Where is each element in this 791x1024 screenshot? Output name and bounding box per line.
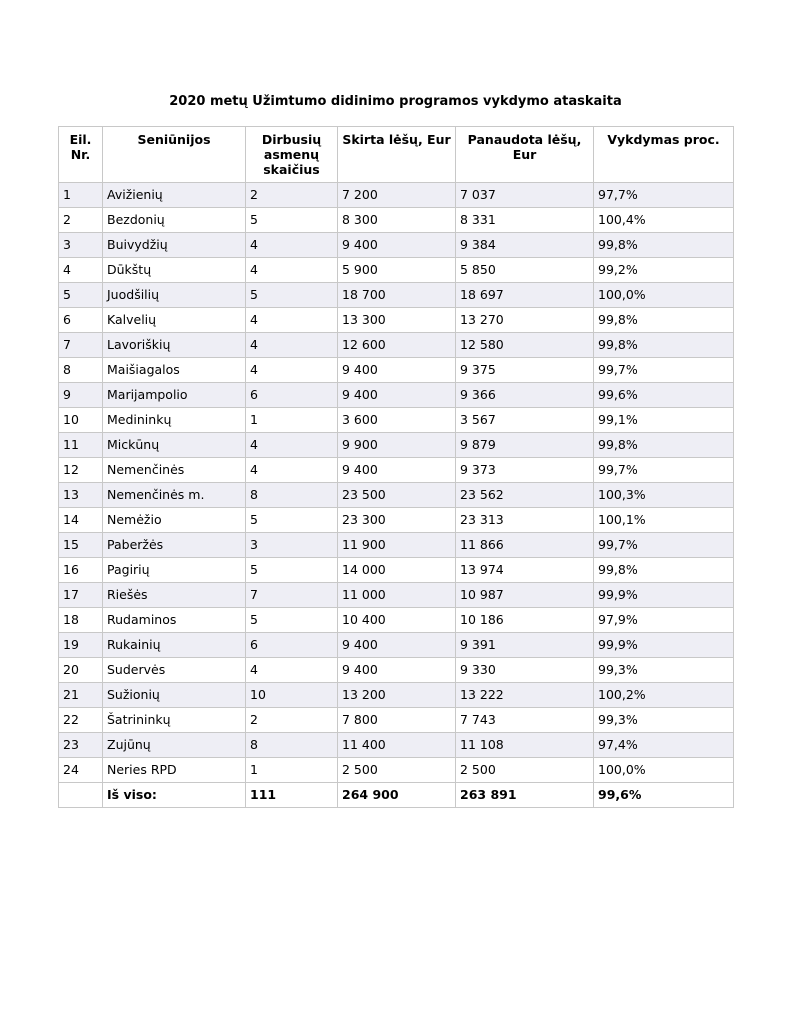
cell-allocated: 13 200	[338, 683, 456, 708]
cell-name: Šatrininkų	[103, 708, 246, 733]
header-allocated: Skirta lėšų, Eur	[338, 127, 456, 183]
cell-allocated: 9 400	[338, 633, 456, 658]
cell-percent: 99,9%	[594, 633, 734, 658]
cell-used: 2 500	[456, 758, 594, 783]
cell-name: Maišiagalos	[103, 358, 246, 383]
cell-allocated: 7 800	[338, 708, 456, 733]
table-row	[59, 733, 734, 758]
cell-used: 11 866	[456, 533, 594, 558]
cell-nr: 17	[59, 583, 103, 608]
cell-allocated: 9 400	[338, 358, 456, 383]
cell-allocated: 9 400	[338, 383, 456, 408]
cell-name: Marijampolio	[103, 383, 246, 408]
table-row	[59, 683, 734, 708]
total-percent: 99,6%	[594, 783, 734, 808]
cell-used: 5 850	[456, 258, 594, 283]
total-people: 111	[246, 783, 338, 808]
cell-people: 5	[246, 283, 338, 308]
table-body	[59, 183, 734, 783]
table-row	[59, 358, 734, 383]
cell-allocated: 23 500	[338, 483, 456, 508]
cell-people: 1	[246, 408, 338, 433]
cell-nr: 23	[59, 733, 103, 758]
cell-nr: 12	[59, 458, 103, 483]
cell-nr: 21	[59, 683, 103, 708]
cell-percent: 99,6%	[594, 383, 734, 408]
cell-used: 7 743	[456, 708, 594, 733]
cell-nr: 3	[59, 233, 103, 258]
cell-people: 8	[246, 733, 338, 758]
cell-used: 9 391	[456, 633, 594, 658]
cell-people: 4	[246, 658, 338, 683]
cell-nr: 16	[59, 558, 103, 583]
cell-name: Juodšilių	[103, 283, 246, 308]
cell-name: Neries RPD	[103, 758, 246, 783]
cell-nr: 11	[59, 433, 103, 458]
cell-percent: 99,1%	[594, 408, 734, 433]
cell-people: 7	[246, 583, 338, 608]
table-row	[59, 258, 734, 283]
header-used: Panaudota lėšų, Eur	[456, 127, 594, 183]
cell-percent: 97,7%	[594, 183, 734, 208]
cell-name: Nemenčinės m.	[103, 483, 246, 508]
cell-used: 9 879	[456, 433, 594, 458]
cell-percent: 100,0%	[594, 758, 734, 783]
table-row	[59, 233, 734, 258]
cell-name: Nemėžio	[103, 508, 246, 533]
cell-name: Pagirių	[103, 558, 246, 583]
cell-percent: 99,7%	[594, 358, 734, 383]
cell-used: 8 331	[456, 208, 594, 233]
table-row	[59, 458, 734, 483]
table-row	[59, 333, 734, 358]
cell-name: Sudervės	[103, 658, 246, 683]
cell-percent: 99,8%	[594, 433, 734, 458]
cell-name: Riešės	[103, 583, 246, 608]
table-row	[59, 758, 734, 783]
table-row	[59, 658, 734, 683]
document-title: 2020 metų Užimtumo didinimo programos vykdymo ataskaita	[169, 94, 622, 109]
cell-people: 4	[246, 233, 338, 258]
cell-name: Sužionių	[103, 683, 246, 708]
cell-nr: 10	[59, 408, 103, 433]
cell-name: Avižienių	[103, 183, 246, 208]
cell-used: 10 987	[456, 583, 594, 608]
cell-allocated: 9 900	[338, 433, 456, 458]
cell-used: 9 366	[456, 383, 594, 408]
cell-used: 9 384	[456, 233, 594, 258]
cell-people: 4	[246, 458, 338, 483]
cell-percent: 97,4%	[594, 733, 734, 758]
header-name: Seniūnijos	[103, 127, 246, 183]
cell-used: 12 580	[456, 333, 594, 358]
header-percent: Vykdymas proc.	[594, 127, 734, 183]
cell-nr: 9	[59, 383, 103, 408]
cell-percent: 97,9%	[594, 608, 734, 633]
cell-nr: 24	[59, 758, 103, 783]
cell-name: Bezdonių	[103, 208, 246, 233]
cell-nr: 6	[59, 308, 103, 333]
cell-percent: 100,0%	[594, 283, 734, 308]
table-row	[59, 583, 734, 608]
cell-allocated: 11 400	[338, 733, 456, 758]
cell-allocated: 13 300	[338, 308, 456, 333]
cell-allocated: 8 300	[338, 208, 456, 233]
cell-nr: 5	[59, 283, 103, 308]
cell-nr: 14	[59, 508, 103, 533]
table-row	[59, 408, 734, 433]
cell-allocated: 12 600	[338, 333, 456, 358]
cell-people: 5	[246, 558, 338, 583]
cell-people: 6	[246, 383, 338, 408]
total-label: Iš viso:	[103, 783, 246, 808]
cell-percent: 99,8%	[594, 308, 734, 333]
cell-allocated: 9 400	[338, 458, 456, 483]
cell-people: 4	[246, 258, 338, 283]
cell-name: Medininkų	[103, 408, 246, 433]
cell-allocated: 3 600	[338, 408, 456, 433]
cell-percent: 100,1%	[594, 508, 734, 533]
cell-people: 5	[246, 508, 338, 533]
cell-nr: 22	[59, 708, 103, 733]
table-row	[59, 283, 734, 308]
total-used: 263 891	[456, 783, 594, 808]
cell-name: Mickūnų	[103, 433, 246, 458]
total-row	[59, 783, 734, 808]
cell-used: 23 313	[456, 508, 594, 533]
cell-people: 4	[246, 358, 338, 383]
cell-nr: 7	[59, 333, 103, 358]
cell-people: 5	[246, 608, 338, 633]
cell-percent: 99,9%	[594, 583, 734, 608]
cell-allocated: 11 900	[338, 533, 456, 558]
cell-allocated: 5 900	[338, 258, 456, 283]
cell-percent: 100,4%	[594, 208, 734, 233]
cell-nr: 15	[59, 533, 103, 558]
cell-people: 4	[246, 433, 338, 458]
cell-percent: 100,2%	[594, 683, 734, 708]
cell-percent: 99,8%	[594, 333, 734, 358]
total-nr	[59, 783, 103, 808]
table-row	[59, 483, 734, 508]
cell-nr: 1	[59, 183, 103, 208]
table-row	[59, 558, 734, 583]
header-nr: Eil. Nr.	[59, 127, 103, 183]
cell-allocated: 9 400	[338, 233, 456, 258]
cell-name: Lavoriškių	[103, 333, 246, 358]
cell-nr: 19	[59, 633, 103, 658]
table-row	[59, 208, 734, 233]
cell-name: Paberžės	[103, 533, 246, 558]
cell-percent: 99,3%	[594, 708, 734, 733]
table-row	[59, 633, 734, 658]
cell-allocated: 14 000	[338, 558, 456, 583]
cell-allocated: 7 200	[338, 183, 456, 208]
cell-used: 13 222	[456, 683, 594, 708]
cell-used: 9 375	[456, 358, 594, 383]
table-row	[59, 308, 734, 333]
cell-people: 4	[246, 333, 338, 358]
cell-used: 9 330	[456, 658, 594, 683]
cell-name: Dūkštų	[103, 258, 246, 283]
cell-people: 6	[246, 633, 338, 658]
cell-name: Nemenčinės	[103, 458, 246, 483]
cell-people: 10	[246, 683, 338, 708]
cell-allocated: 2 500	[338, 758, 456, 783]
cell-percent: 99,3%	[594, 658, 734, 683]
cell-name: Buivydžių	[103, 233, 246, 258]
cell-people: 8	[246, 483, 338, 508]
table-row	[59, 433, 734, 458]
cell-percent: 99,7%	[594, 533, 734, 558]
cell-percent: 99,2%	[594, 258, 734, 283]
table-row	[59, 708, 734, 733]
total-allocated: 264 900	[338, 783, 456, 808]
cell-allocated: 18 700	[338, 283, 456, 308]
cell-percent: 99,8%	[594, 233, 734, 258]
cell-used: 3 567	[456, 408, 594, 433]
cell-name: Zujūnų	[103, 733, 246, 758]
cell-nr: 8	[59, 358, 103, 383]
cell-nr: 20	[59, 658, 103, 683]
cell-nr: 2	[59, 208, 103, 233]
cell-people: 2	[246, 183, 338, 208]
cell-percent: 99,8%	[594, 558, 734, 583]
cell-percent: 99,7%	[594, 458, 734, 483]
cell-people: 1	[246, 758, 338, 783]
cell-used: 7 037	[456, 183, 594, 208]
cell-allocated: 9 400	[338, 658, 456, 683]
cell-percent: 100,3%	[594, 483, 734, 508]
table-header-row	[59, 127, 734, 183]
cell-name: Rukainių	[103, 633, 246, 658]
cell-allocated: 11 000	[338, 583, 456, 608]
cell-nr: 4	[59, 258, 103, 283]
cell-people: 4	[246, 308, 338, 333]
cell-nr: 13	[59, 483, 103, 508]
cell-used: 9 373	[456, 458, 594, 483]
cell-allocated: 10 400	[338, 608, 456, 633]
cell-people: 2	[246, 708, 338, 733]
cell-used: 23 562	[456, 483, 594, 508]
cell-people: 3	[246, 533, 338, 558]
header-people: Dirbusių asmenų skaičius	[246, 127, 338, 183]
cell-used: 13 974	[456, 558, 594, 583]
cell-name: Kalvelių	[103, 308, 246, 333]
cell-used: 10 186	[456, 608, 594, 633]
cell-allocated: 23 300	[338, 508, 456, 533]
cell-people: 5	[246, 208, 338, 233]
cell-name: Rudaminos	[103, 608, 246, 633]
cell-used: 18 697	[456, 283, 594, 308]
cell-nr: 18	[59, 608, 103, 633]
table-row	[59, 508, 734, 533]
cell-used: 13 270	[456, 308, 594, 333]
cell-used: 11 108	[456, 733, 594, 758]
report-table	[58, 126, 734, 808]
table-row	[59, 608, 734, 633]
table-row	[59, 383, 734, 408]
table-row	[59, 183, 734, 208]
table-row	[59, 533, 734, 558]
